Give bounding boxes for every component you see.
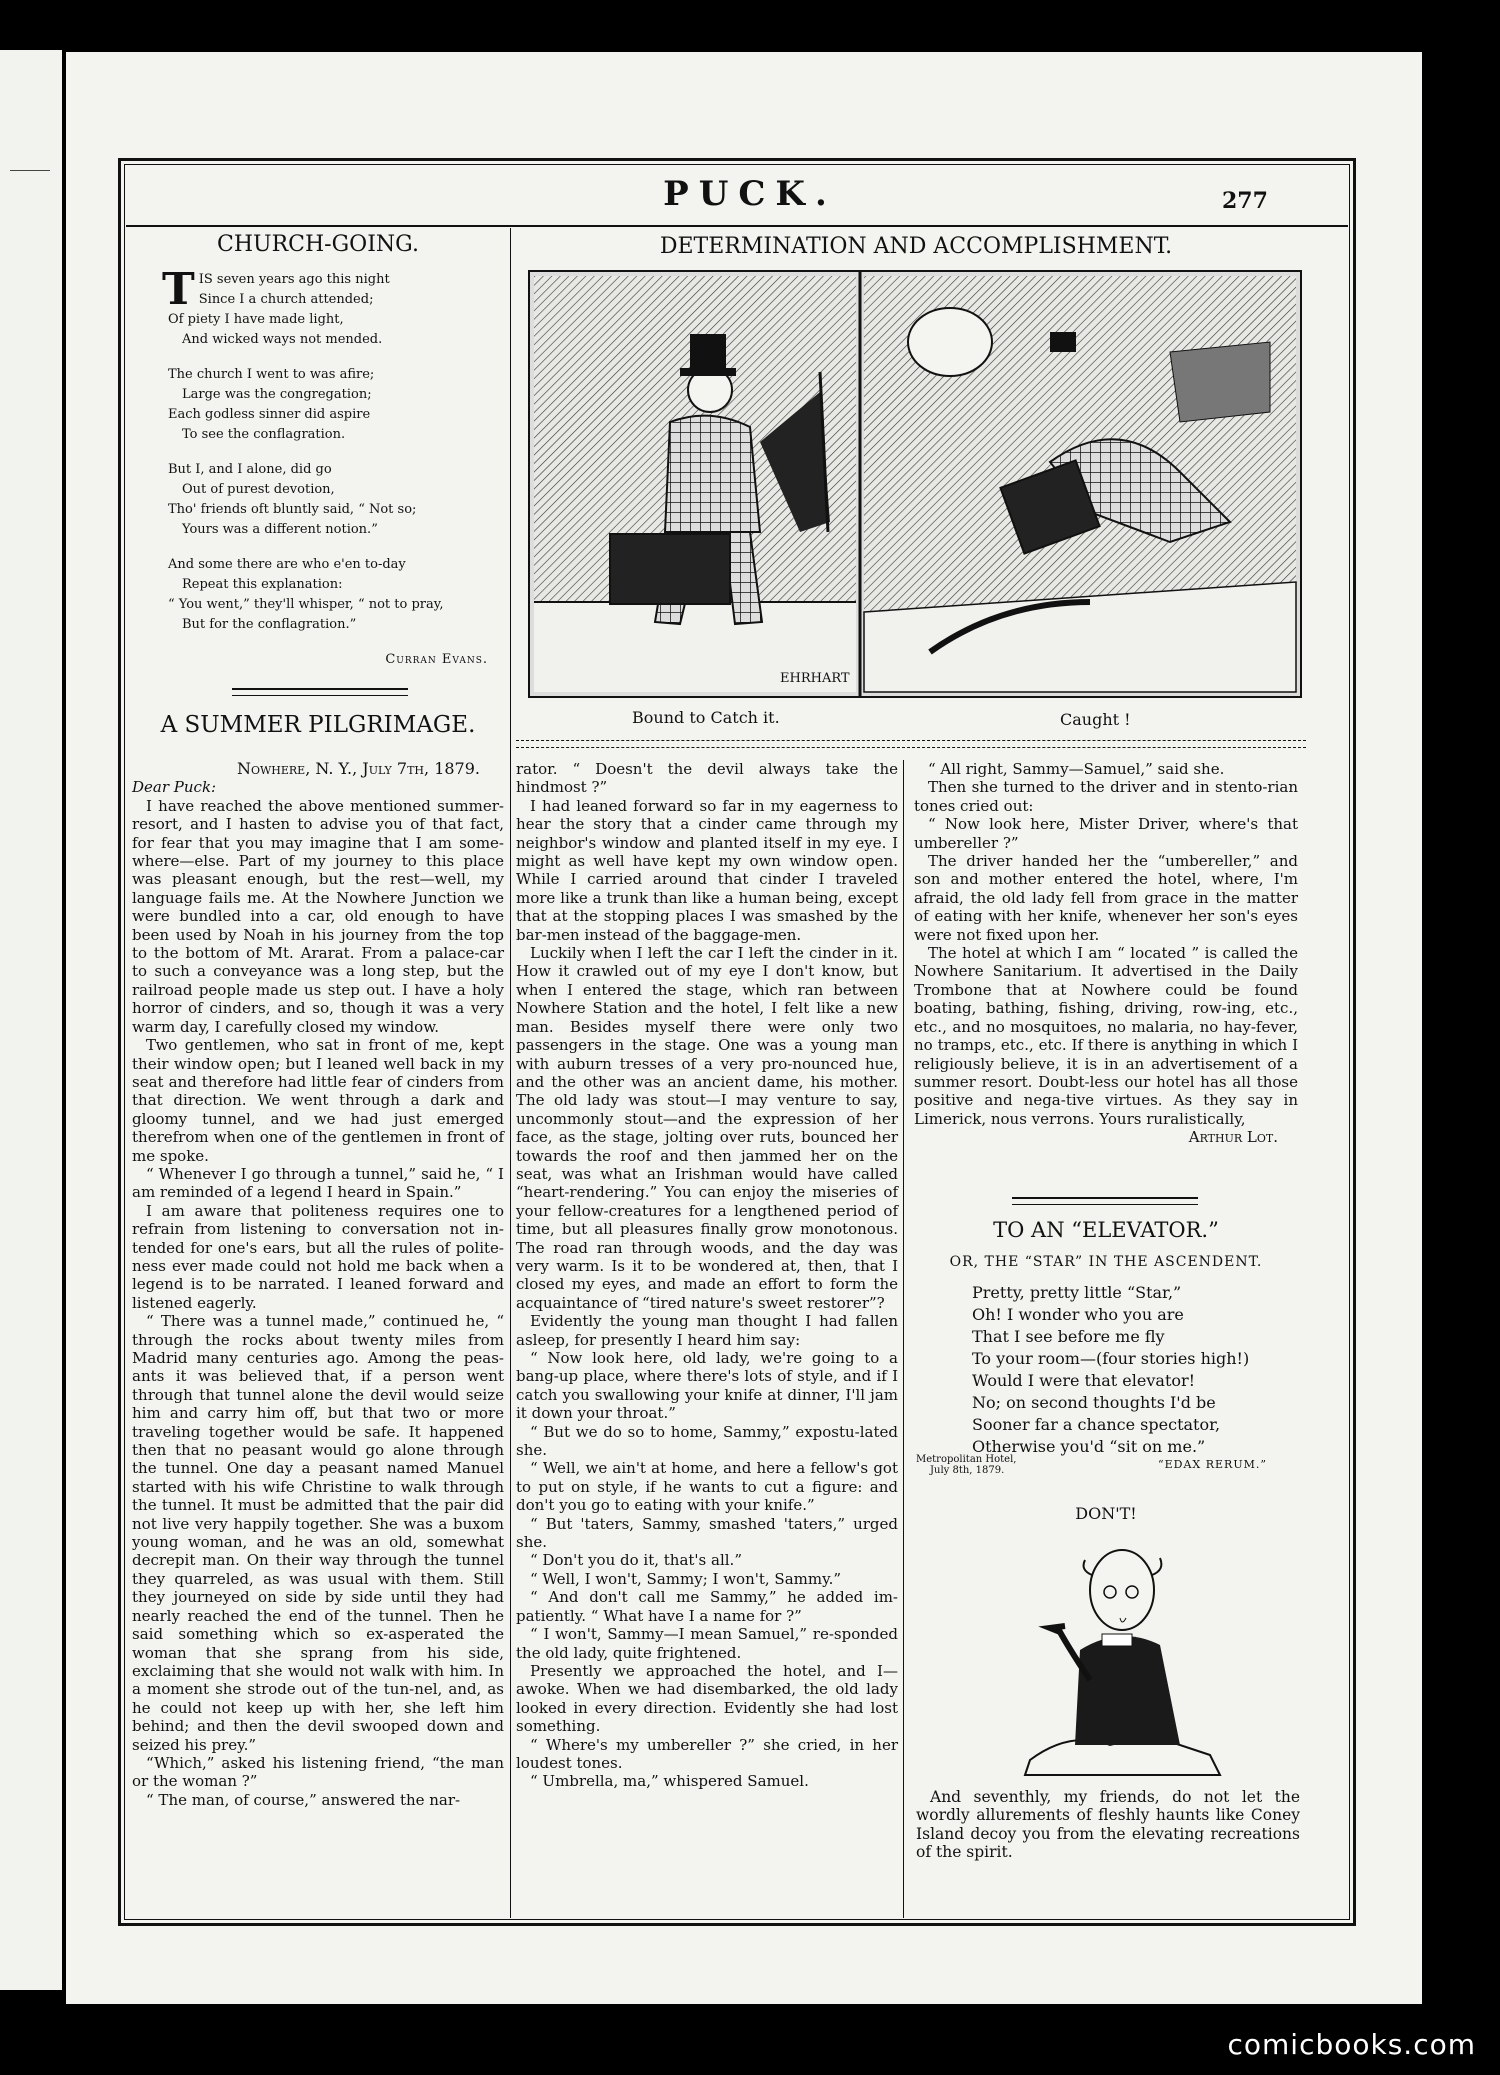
preacher-illustration [1010,1530,1250,1778]
column-divider-left [510,228,511,1918]
poem-line: Tho' friends oft bluntly said, “ Not so; [168,502,417,517]
page-number: 277 [1222,188,1268,214]
poem-line: To your room—(four stories high!) [972,1349,1250,1368]
paragraph: “ There was a tunnel made,” continued he, “ through the rocks about twenty miles from Madrid many centuries ago. Among the peas-ants it was believed that, if a person went through that tunnel alone the devil would seize him and carry him off, but that two or more traveling together would be safe. It happened then that no peasant would go alone through the tunnel. One day a peasant named Manuel started with his wife Christine to walk through the tunnel. It must be admitted that the pair did not live very happily together. She was a buxom young woman, and he was an old, somewhat decrepit man. On their way through the tunnel they quarreled, as was usual with them. Still they journeyed on side by side until they had nearly reached the end of the tunnel. Then he said something which so ex-asperated the woman that she sprang from his side, exclaiming that she would not walk with him. In a moment she strode out of the tun-nel, and, as he could not keep up with her, she left him behind; and then the devil swooped down and seized his prey.” [132,1312,504,1754]
pilgrimage-column-3 [914,760,1298,1147]
poem-line: But I, and I alone, did go [168,462,332,477]
paragraph: “ All right, Sammy—Samuel,” said she. [928,760,1225,778]
poem-line: Oh! I wonder who you are [972,1305,1184,1324]
poem-line: Large was the congregation; [182,387,372,402]
paragraph: “ Well, we ain't at home, and here a fellow's got to put on style, if he wants to cut a figure: and don't you go to eating with your knife.” [516,1459,898,1515]
panel-caught [864,276,1296,692]
paragraph: “ Don't you do it, that's all.” [530,1551,742,1570]
cartoon-divider [516,740,1306,748]
poem-line: “ You went,” they'll whisper, “ not to pray, [168,597,444,612]
poem-line: And wicked ways not mended. [182,332,383,347]
section-divider [232,688,408,696]
paragraph: I have reached the above mentioned summer-resort, and I hasten to advise you of that fact, for fear that you may imagine that I am some-where—else. Part of my journey to this place was pleasant enough, but the rest—well, my language fails me. At the Nowhere Junction we were bundled into a car, old enough to have been used by Noah in his journey from the top to the bottom of Mt. Ararat. From a palace-car to such a conveyance was a long step, but the railroad people made us step out. I have a holy horror of cinders, and so, though it was a very warm day, I carefully closed my window. [132,796,504,1036]
paragraph: Then she turned to the driver and in stento-rian tones cried out: [914,778,1298,815]
paragraph: “ Where's my umbereller ?” she cried, in her loudest tones. [516,1735,898,1772]
paragraph: The hotel at which I am “ located ” is called the Nowhere Sanitarium. It advertised in the Daily Trombone that at Nowhere could be found boating, bathing, fishing, driving, row-ing, etc., etc., and no mosquitoes, no malaria, no hay-fever, no tramps, etc., etc. If there is anything in which I religiously believe, it is in an advertisement of a summer resort. Doubt-less our hotel has all those positive and nega-tive virtues. As they say in Limerick, nous verrons. Yours ruralistically, [914,944,1298,1128]
poem-line: Yours was a different notion.” [182,522,378,537]
dateline: Nowhere, N. Y., July 7th, 1879. [236,759,480,778]
section-divider [1012,1197,1198,1205]
paragraph: “ The man, of course,” answered the nar- [146,1790,461,1809]
dont-text: And seventhly, my friends, do not let the wordly allurements of fleshly haunts like Coney Island decoy you from the elevating recreations of the spirit. [916,1788,1300,1862]
pilgrimage-column-2 [516,760,898,1791]
cartoon-illustration [528,270,1302,698]
paragraph: rator. “ Doesn't the devil always take the hindmost ?” [516,760,898,797]
poem-line: Each godless sinner did aspire [168,407,371,422]
artist-signature: EHRHART [780,671,850,686]
poem-line: And some there are who e'en to-day [168,557,406,572]
poem-line: To see the conflagration. [182,427,346,442]
paragraph: “ But we do so to home, Sammy,” expostu-lated she. [516,1422,898,1460]
poem-stanza [162,264,488,350]
poem-line: IS seven years ago this night [198,272,390,287]
dont-title: DON'T! [1075,1504,1137,1523]
paragraph: Presently we approached the hotel, and I—awoke. When we had disembarked, the old lady looked in every direction. Evidently she had lost something. [516,1661,898,1736]
poem-line: Would I were that elevator! [972,1371,1196,1390]
paragraph: I am aware that politeness requires one to refrain from listening to conversation not in-tended for one's ears, but all the rules of polite-ness ever made could not hold me back when a legend is to be narrated. I leaned forward and listened eagerly. [132,1201,504,1312]
adjacent-page-spine [0,50,62,1990]
poem-line: Otherwise you'd “sit on me.” [972,1437,1206,1456]
paragraph: Luckily when I left the car I left the cinder in it. How it crawled out of my eye I don't know, but when I entered the stage, which ran between Nowhere Station and the hotel, I felt like a new man. Besides myself there were only two passengers in the stage. One was a young man with auburn tresses of a very pro-nounced hue, and the other was an ancient dame, his mother. The old lady was stout—I may venture to say, uncommonly stout—and the expression of her face, as the stage, jolting over ruts, bounced her towards the roof and then jammed her on the seat, was what an Irishman would have called “heart-rendering.” You can enjoy the miseries of your fellow-creatures for a lengthened period of time, but all pleasures finally grow monotonous. The road ran through woods, and the day was very warm. Is it to be wondered at, then, that I closed my eyes, and made an effort to form the acquaintance of “tired nature's sweet restorer”? [516,944,898,1312]
poem-line: Pretty, pretty little “Star,” [972,1283,1182,1302]
church-going-title: CHURCH-GOING. [217,232,419,257]
pilgrimage-author: Arthur Lot. [1188,1128,1278,1147]
column-divider-right [903,760,904,1918]
caption-caught: Caught ! [1060,710,1131,729]
paragraph: “ And don't call me Sammy,” he added im-patiently. “ What have I a name for ?” [516,1588,898,1625]
poem-line: The church I went to was afire; [168,367,375,382]
watermark: comicbooks.com [1227,2028,1476,2061]
poem-stanza [168,555,488,635]
poem-line: Since I a church attended; [198,292,374,307]
paragraph: “Which,” asked his listening friend, “the man or the woman ?” [132,1753,504,1791]
salutation: Dear Puck: [132,778,217,797]
pilgrimage-title: A SUMMER PILGRIMAGE. [160,712,476,738]
paragraph: “ Now look here, Mister Driver, where's that umbereller ?” [914,815,1298,852]
paragraph: Evidently the young man thought I had fallen asleep, for presently I heard him say: [516,1312,898,1349]
panel-bound-to-catch-it [534,276,856,692]
dont-text-block [916,1788,1300,1862]
elevator-title: TO AN “ELEVATOR.” [993,1218,1219,1242]
paragraph: Two gentlemen, who sat in front of me, kept their window open; but I leaned well back in my seat and therefore had little fear of cinders from that direction. We went through a dark and gloomy tunnel, and we had just emerged therefrom when one of the gentlemen in front of me spoke. [132,1036,504,1165]
paragraph: I had leaned forward so far in my eagerness to hear the story that a cinder came through my neighbor's window and planted itself in my eye. I might as well have kept my own window open. While I carried around that cinder I traveled more like a trunk than like a human being, except that at the stopping places I was smashed by the bar-men instead of the baggage-men. [516,796,898,944]
paragraph: “ Now look here, old lady, we're going to a bang-up place, where there's lots of style, and if I catch you swallowing your knife at dinner, I'll jam it down your throat.” [516,1349,898,1423]
drop-cap: T [162,264,195,315]
poem-line: Of piety I have made light, [168,312,344,327]
elevator-place: Metropolitan Hotel, July 8th, 1879. [916,1454,1017,1476]
pilgrimage-column-1 [132,760,504,1809]
caption-bound-to-catch-it: Bound to Catch it. [632,708,780,727]
poem-stanza [168,460,488,540]
poem-stanza [168,365,488,445]
elevator-author: “EDAX RERUM.” [1158,1458,1267,1471]
paragraph: “ I won't, Sammy—I mean Samuel,” re-sponded the old lady, quite frightened. [516,1625,898,1662]
paragraph: “ Well, I won't, Sammy; I won't, Sammy.” [530,1569,842,1588]
poem-line: That I see before me fly [972,1327,1165,1346]
paragraph: “ But 'taters, Sammy, smashed 'taters,” urged she. [516,1514,898,1552]
masthead-title: PUCK. [663,174,837,214]
poem-line: But for the conflagration.” [182,617,357,632]
paragraph: “ Umbrella, ma,” whispered Samuel. [530,1772,809,1791]
poem-line: No; on second thoughts I'd be [972,1393,1216,1412]
paragraph: “ Whenever I go through a tunnel,” said he, “ I am reminded of a legend I heard in Spain.” [132,1164,504,1202]
elevator-poem [972,1282,1292,1458]
poem-line: Sooner far a chance spectator, [972,1415,1221,1434]
masthead-rule [126,225,1348,227]
paragraph: The driver handed her the “umbereller,” and son and mother entered the hotel, where, I'm afraid, the old lady fell from grace in the matter of eating with her knife, whenever her son's eyes were not fixed upon her. [914,852,1298,944]
church-going-author: Curran Evans. [385,652,488,667]
church-going-poem [162,264,488,670]
cartoon-title: DETERMINATION AND ACCOMPLISHMENT. [659,234,1173,259]
poem-line: Repeat this explanation: [182,577,343,592]
elevator-subtitle: OR, THE “STAR” IN THE ASCENDENT. [949,1254,1263,1270]
poem-line: Out of purest devotion, [182,482,335,497]
